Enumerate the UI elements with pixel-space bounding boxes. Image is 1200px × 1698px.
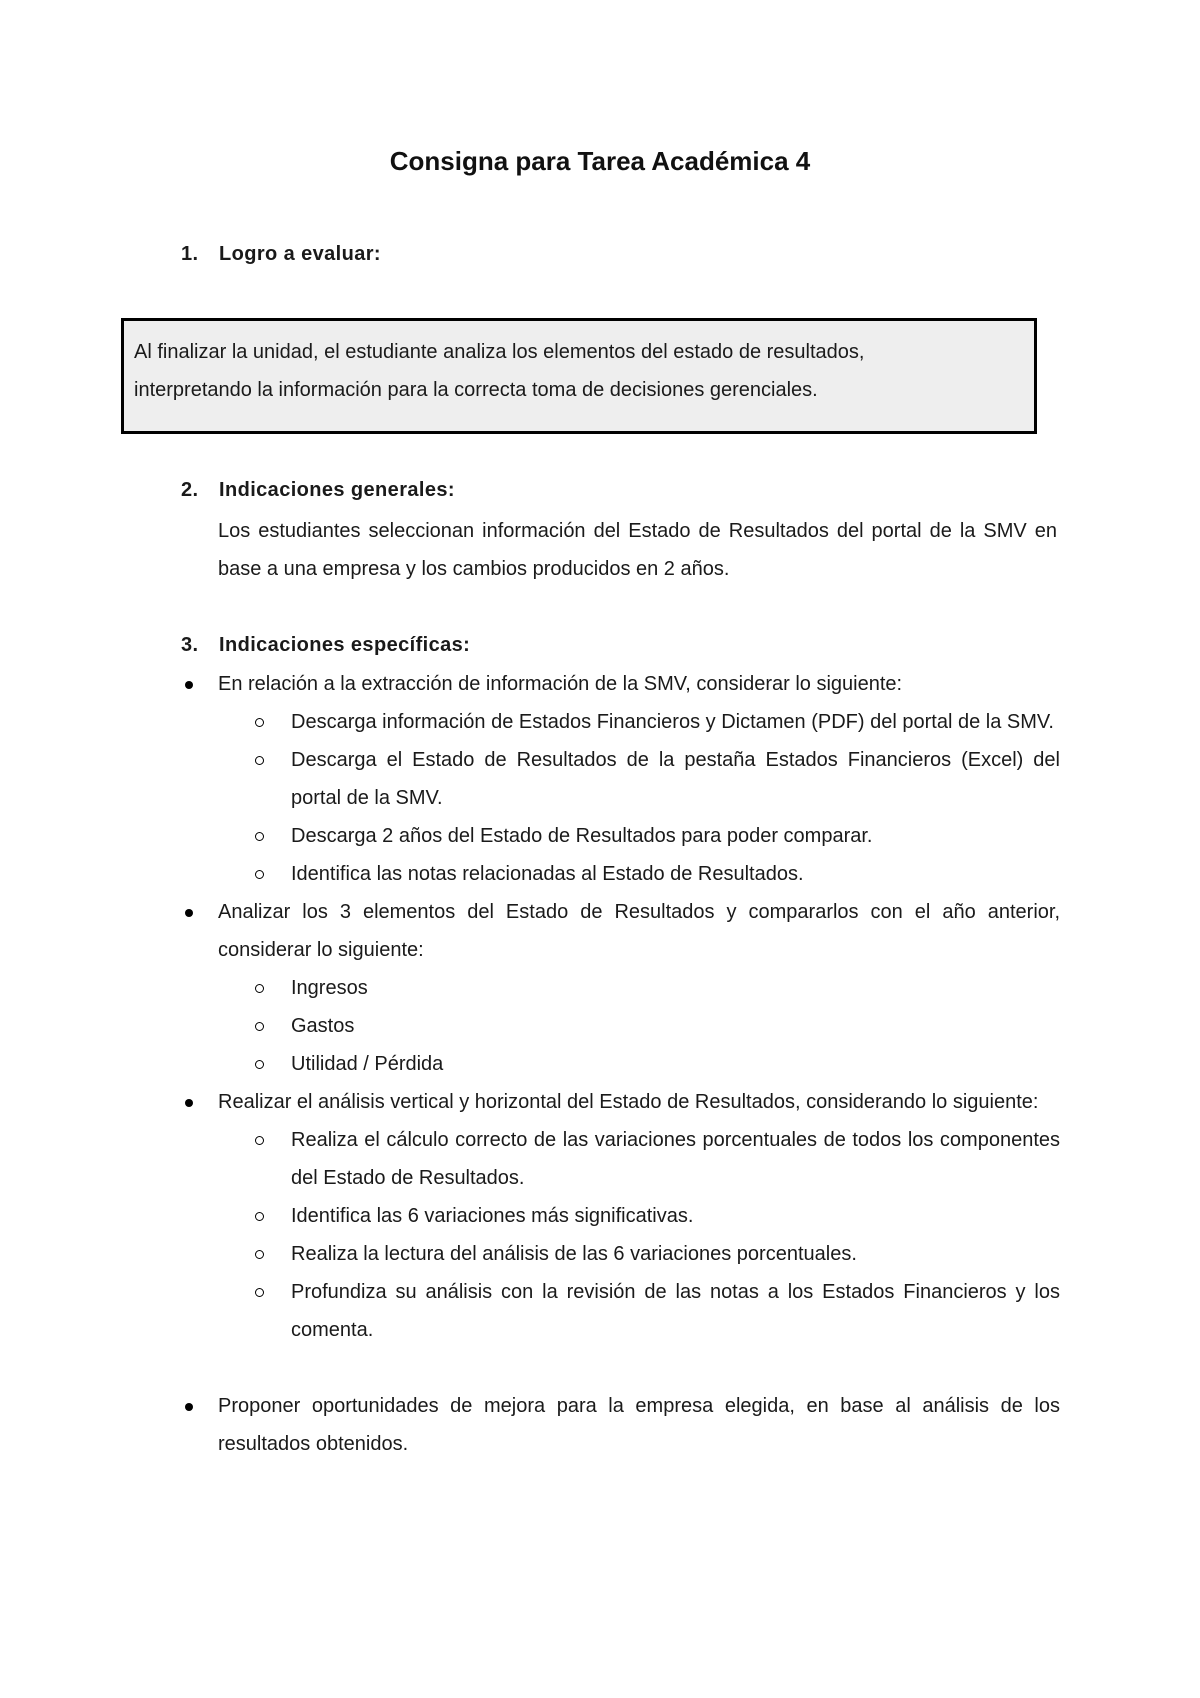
achievement-box <box>121 318 1037 434</box>
section-2-title: Indicaciones generales: <box>219 479 455 501</box>
sub-item-text: Ingresos <box>291 977 368 999</box>
circle-bullet-icon <box>255 1288 264 1297</box>
circle-bullet-icon <box>255 1136 264 1145</box>
sub-list <box>218 969 1060 1083</box>
bullet-icon <box>185 681 193 689</box>
bullet-text: Realizar el análisis vertical y horizontal del Estado de Resultados, considerando lo siguiente: <box>218 1091 1039 1113</box>
section-1-title: Logro a evaluar: <box>219 243 381 265</box>
section-2-heading <box>181 479 455 502</box>
circle-bullet-icon <box>255 1060 264 1069</box>
sub-item <box>218 703 1060 741</box>
sub-list <box>218 703 1060 893</box>
bullet-text: Proponer oportunidades de mejora para la empresa elegida, en base al análisis de los resultados obtenidos. <box>218 1395 1060 1455</box>
section-3-title: Indicaciones específicas: <box>219 634 471 656</box>
circle-bullet-icon <box>255 1250 264 1259</box>
bullet-item-vertical-horizontal <box>180 1083 1060 1349</box>
sub-item <box>218 855 1060 893</box>
bullet-icon <box>185 909 193 917</box>
sub-item <box>218 1197 1060 1235</box>
section-3-heading <box>181 634 470 657</box>
achievement-line-2: interpretando la información para la correcta toma de decisiones gerenciales. <box>134 379 818 401</box>
bullet-text: En relación a la extracción de información de la SMV, considerar lo siguiente: <box>218 673 903 695</box>
bullet-item-analysis <box>180 893 1060 1083</box>
sub-item <box>218 741 1060 817</box>
circle-bullet-icon <box>255 832 264 841</box>
section-2-number: 2. <box>181 479 199 501</box>
sub-item-text: Realiza el cálculo correcto de las variaciones porcentuales de todos los componentes del Estado de Resultados. <box>291 1129 1060 1189</box>
bullet-icon <box>185 1099 193 1107</box>
sub-item <box>218 817 1060 855</box>
sub-item <box>218 1235 1060 1273</box>
sub-item <box>218 1007 1060 1045</box>
sub-item <box>218 969 1060 1007</box>
sub-item-text: Utilidad / Pérdida <box>291 1053 444 1075</box>
page-title: Consigna para Tarea Académica 4 <box>389 146 811 176</box>
circle-bullet-icon <box>255 718 264 727</box>
sub-item-text: Descarga 2 años del Estado de Resultados para poder comparar. <box>291 825 873 847</box>
sub-item-text: Profundiza su análisis con la revisión de las notas a los Estados Financieros y los comenta. <box>291 1281 1060 1341</box>
sub-item-text: Descarga el Estado de Resultados de la pestaña Estados Financieros (Excel) del portal de la SMV. <box>291 749 1060 809</box>
sub-item-text: Identifica las 6 variaciones más significativas. <box>291 1205 694 1227</box>
circle-bullet-icon <box>255 1022 264 1031</box>
sub-item-text: Identifica las notas relacionadas al Estado de Resultados. <box>291 863 804 885</box>
general-indications-text: Los estudiantes seleccionan información del Estado de Resultados del portal de la SMV en base a una empresa y los cambios producidos en 2 años. <box>218 520 1057 580</box>
sub-item-text: Realiza la lectura del análisis de las 6 variaciones porcentuales. <box>291 1243 857 1265</box>
sub-list <box>218 1121 1060 1349</box>
circle-bullet-icon <box>255 984 264 993</box>
sub-item <box>218 1045 1060 1083</box>
sub-item <box>218 1273 1060 1349</box>
section-1-heading <box>181 243 381 266</box>
bullet-text: Analizar los 3 elementos del Estado de Resultados y compararlos con el año anterior, considerar lo siguiente: <box>218 901 1060 961</box>
achievement-line-1: Al finalizar la unidad, el estudiante analiza los elementos del estado de resultados, <box>134 341 865 363</box>
specific-indications-list <box>180 665 1060 1463</box>
circle-bullet-icon <box>255 870 264 879</box>
bullet-icon <box>185 1403 193 1411</box>
circle-bullet-icon <box>255 1212 264 1221</box>
sub-item <box>218 1121 1060 1197</box>
section-3-number: 3. <box>181 634 199 656</box>
sub-item-text: Descarga información de Estados Financieros y Dictamen (PDF) del portal de la SMV. <box>291 711 1054 733</box>
bullet-item-improvements <box>180 1387 1060 1463</box>
sub-item-text: Gastos <box>291 1015 355 1037</box>
bullet-item-extraction <box>180 665 1060 893</box>
circle-bullet-icon <box>255 756 264 765</box>
section-1-number: 1. <box>181 243 199 265</box>
